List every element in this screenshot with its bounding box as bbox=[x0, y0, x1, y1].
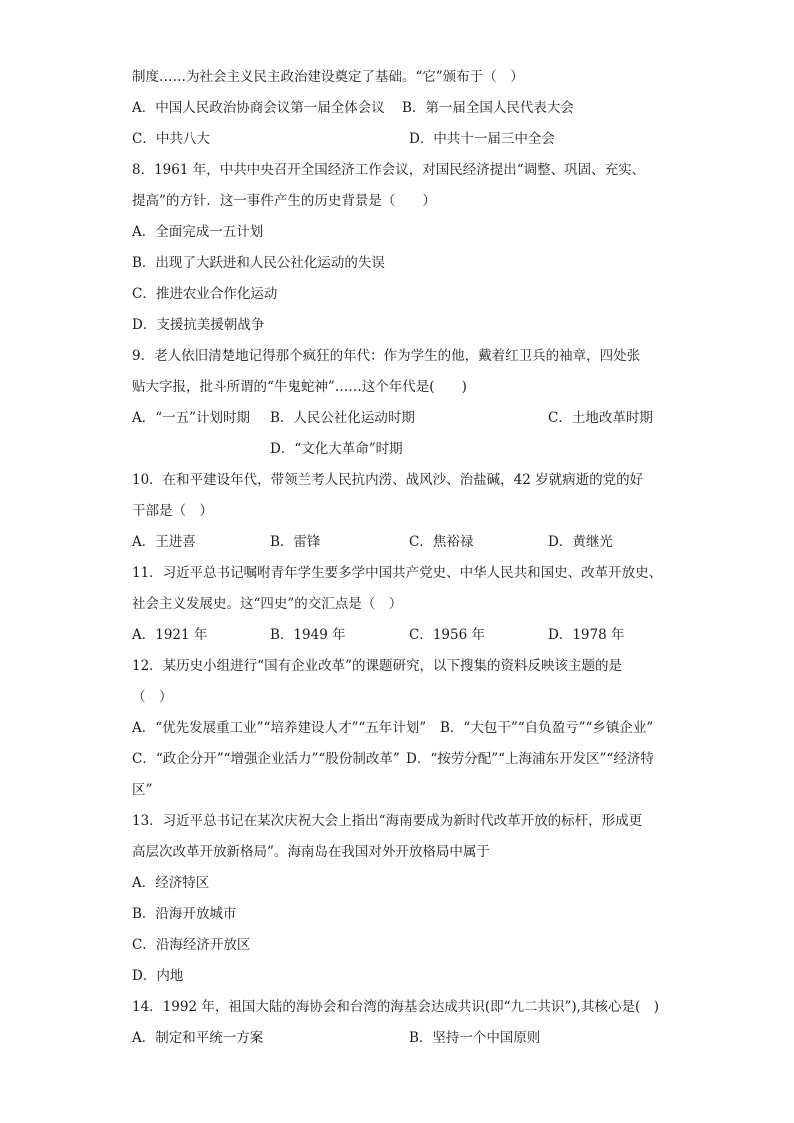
q12-options-row-2 bbox=[132, 744, 672, 775]
q8-option-c: C．推进农业合作化运动 bbox=[132, 286, 278, 302]
q9-stem-line-2: 贴大字报，批斗所谓的“牛鬼蛇神”……这个年代是( ) bbox=[132, 379, 467, 395]
q12-option-c: C．“政企分开”“增强企业活力”“股份制改革” bbox=[132, 751, 400, 767]
q11-stem-line-2: 社会主义发展史。这“四史”的交汇点是（ ） bbox=[132, 596, 403, 612]
q9-stem-line-1: 9．老人依旧清楚地记得那个疯狂的年代：作为学生的他，戴着红卫兵的袖章，四处张 bbox=[132, 348, 641, 364]
q11-option-a: A．1921 年 bbox=[132, 627, 208, 643]
q8-option-d: D．支援抗美援朝战争 bbox=[132, 317, 265, 333]
q14-option-a: A．制定和平统一方案 bbox=[132, 1030, 264, 1046]
q12-option-d-wrap: 区” bbox=[132, 782, 153, 798]
q12-stem-line-1: 12．某历史小组进行“国有企业改革”的课题研究，以下搜集的资料反映该主题的是 bbox=[132, 658, 622, 674]
q8-stem-line-2: 提高”的方针．这一事件产生的历史背景是（ ） bbox=[132, 193, 436, 209]
q7-stem-text: 制度……为社会主义民主政治建设奠定了基础。“它”颁布于（ ） bbox=[132, 69, 524, 85]
q11-options-row bbox=[132, 620, 672, 651]
q10-option-d: D．黄继光 bbox=[548, 534, 613, 550]
q10-options-row bbox=[132, 527, 672, 558]
q11-stem-line-1: 11．习近平总书记嘱咐青年学生要多学中国共产党史、中华人民共和国史、改革开放史、 bbox=[132, 565, 663, 581]
q7-option-d: D．中共十一届三中全会 bbox=[409, 131, 555, 147]
q10-option-b: B．雷锋 bbox=[270, 534, 321, 550]
q9-options-row-2 bbox=[132, 434, 672, 465]
q14-options-row bbox=[132, 1023, 672, 1054]
q7-option-b: B．第一届全国人民代表大会 bbox=[402, 100, 574, 116]
q11-option-d: D．1978 年 bbox=[548, 627, 625, 643]
q9-option-a: A．“一五”计划时期 bbox=[132, 410, 251, 426]
q12-option-b: B．“大包干”“自负盈亏”“乡镇企业” bbox=[440, 720, 654, 736]
q12-options-row-1 bbox=[132, 713, 672, 744]
q13-option-d: D．内地 bbox=[132, 968, 184, 984]
q13-option-b: B．沿海开放城市 bbox=[132, 906, 237, 922]
q7-options-row-2 bbox=[132, 124, 672, 155]
q8-stem-line-1: 8．1961 年，中共中央召开全国经济工作会议，对国民经济提出“调整、巩固、充实、 bbox=[132, 162, 646, 178]
q10-option-c: C．焦裕禄 bbox=[409, 534, 474, 550]
q10-stem-line-2: 干部是（ ） bbox=[132, 503, 213, 519]
q9-option-d: D．“文化大革命”时期 bbox=[270, 441, 403, 457]
q7-option-c: C．中共八大 bbox=[132, 131, 210, 147]
q12-option-a: A．“优先发展重工业”“培养建设人才”“五年计划” bbox=[132, 720, 427, 736]
q13-option-c: C．沿海经济开放区 bbox=[132, 937, 251, 953]
q13-option-a: A．经济特区 bbox=[132, 875, 210, 891]
q14-stem: 14．1992 年，祖国大陆的海协会和台湾的海基会达成共识(即“九二共识”),其核心是( ) bbox=[132, 999, 659, 1015]
q8-option-b: B．出现了大跃进和人民公社化运动的失误 bbox=[132, 255, 385, 271]
q13-stem-line-1: 13．习近平总书记在某次庆祝大会上指出“海南要成为新时代改革开放的标杆，形成更 bbox=[132, 813, 643, 829]
q10-option-a: A．王进喜 bbox=[132, 534, 196, 550]
q7-stem bbox=[132, 62, 672, 93]
q12-option-d: D．“按劳分配”“上海浦东开发区”“经济特 bbox=[406, 751, 654, 767]
q13-stem-line-2: 高层次改革开放新格局”。海南岛在我国对外开放格局中属于 bbox=[132, 844, 490, 860]
q8-option-a: A．全面完成一五计划 bbox=[132, 224, 264, 240]
q10-stem-line-1: 10．在和平建设年代，带领兰考人民抗内涝、战风沙、治盐碱，42 岁就病逝的党的好 bbox=[132, 472, 644, 488]
q9-option-b: B．人民公社化运动时期 bbox=[270, 410, 415, 426]
exam-page bbox=[132, 62, 672, 1054]
q7-option-a: A．中国人民政治协商会议第一届全体会议 bbox=[132, 100, 385, 116]
q14-option-b: B．坚持一个中国原则 bbox=[409, 1030, 541, 1046]
q7-options-row-1 bbox=[132, 93, 672, 124]
q9-option-c: C．土地改革时期 bbox=[548, 410, 653, 426]
q9-options-row-1 bbox=[132, 403, 672, 434]
q11-option-b: B．1949 年 bbox=[270, 627, 346, 643]
q12-stem-line-2: （ ） bbox=[132, 689, 173, 705]
q11-option-c: C．1956 年 bbox=[409, 627, 485, 643]
